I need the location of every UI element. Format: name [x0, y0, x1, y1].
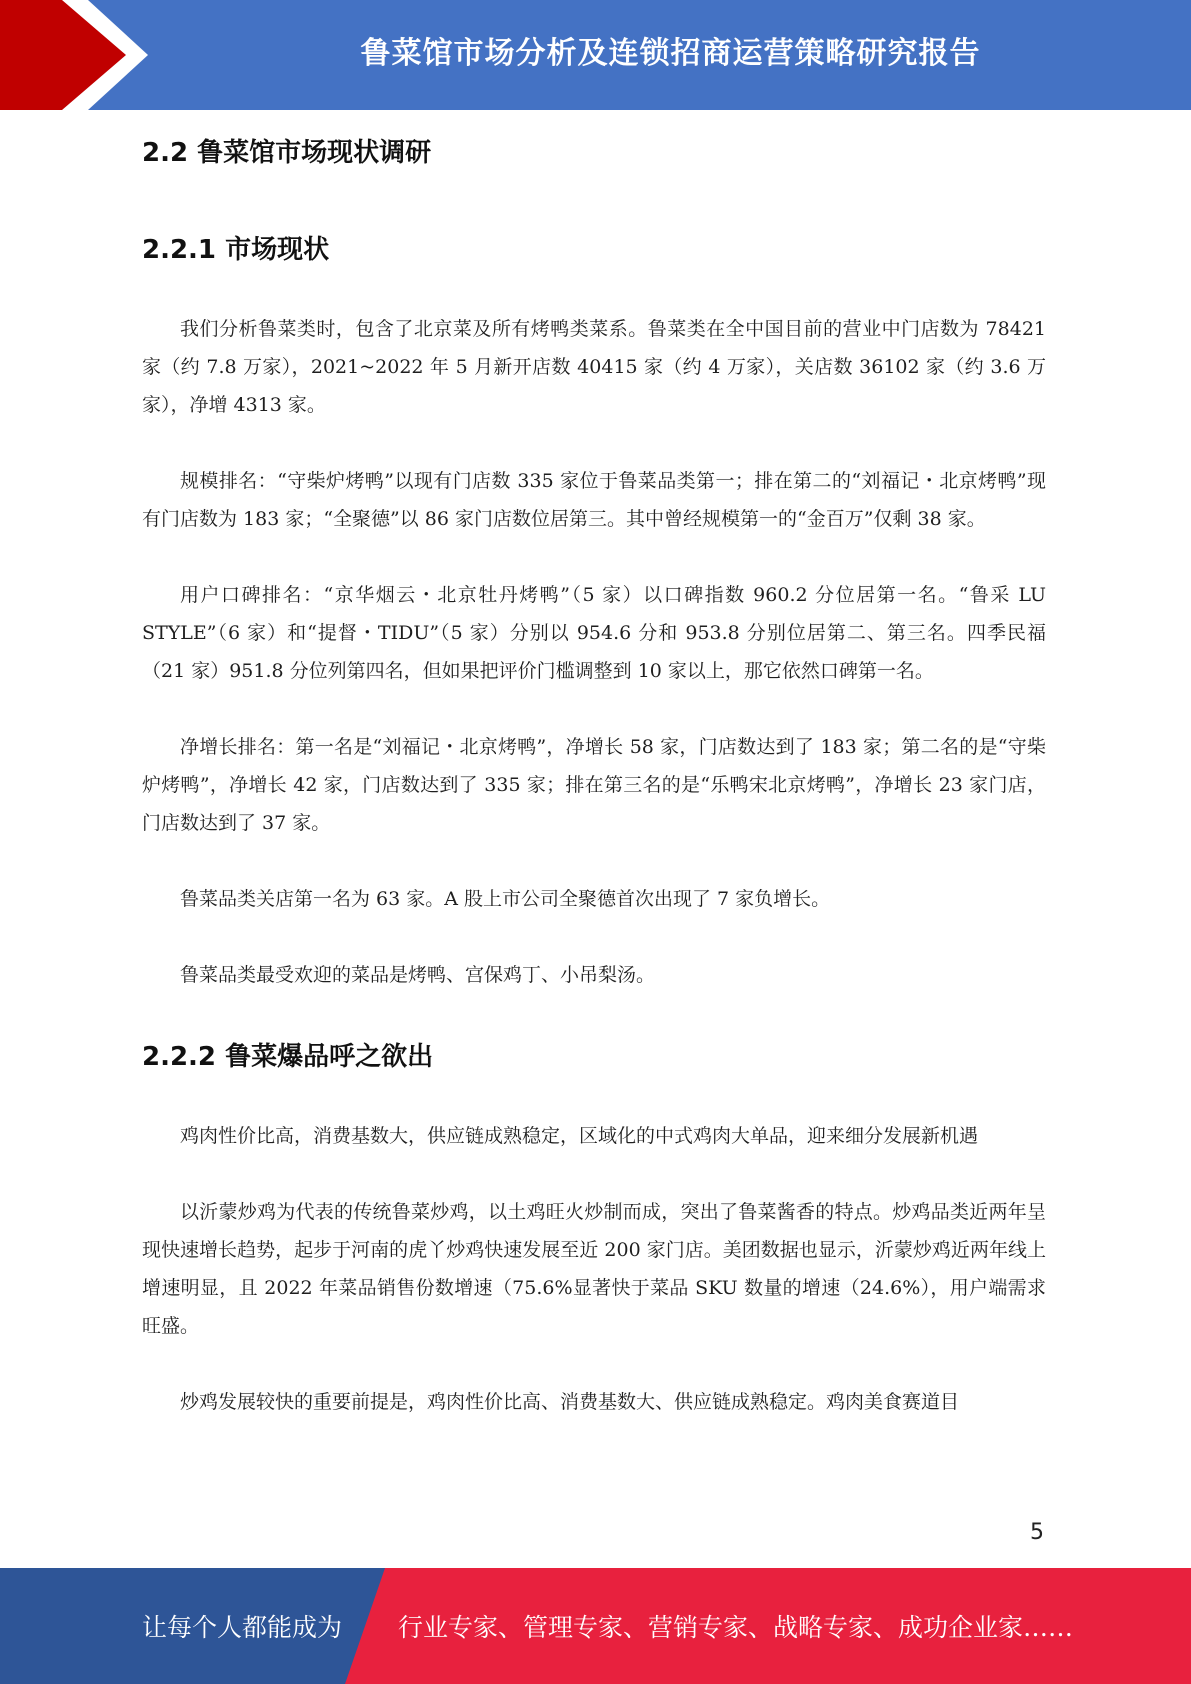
page-number: 5: [1030, 1520, 1044, 1545]
page-header: [0, 0, 1191, 110]
paragraph: 用户口碑排名：“京华烟云・北京牡丹烤鸭”（5 家）以口碑指数 960.2 分位居第一名。“鲁采 LU STYLE”（6 家）和“提督・TIDU”（5 家）分别以 954.6 分和 953.8 分别位居第二、第三名。四季民福（21 家）951.8 分位列第四名，但如果把评价门槛调整到 10 家以上，那它依然口碑第一名。: [142, 584, 1046, 682]
subsection-heading-hit-products: 2.2.2 鲁菜爆品呼之欲出: [142, 1042, 434, 1072]
page-content: [142, 120, 1046, 1421]
paragraph: 鲁菜品类最受欢迎的菜品是烤鸭、宫保鸡丁、小吊梨汤。: [180, 964, 656, 986]
paragraph: 我们分析鲁菜类时，包含了北京菜及所有烤鸭类菜系。鲁菜类在全中国目前的营业中门店数为 78421 家（约 7.8 万家），2021~2022 年 5 月新开店数 40415 家（约 4 万家），关店数 36102 家（约 3.6 万家），净增 4313 家。: [142, 318, 1046, 416]
subsection-heading-market-status: 2.2.1 市场现状: [142, 235, 330, 265]
paragraph: 净增长排名：第一名是“刘福记・北京烤鸭”，净增长 58 家，门店数达到了 183 家；第二名的是“守柴炉烤鸭”，净增长 42 家，门店数达到了 335 家；排在第三名的是“乐鸭宋北京烤鸭”，净增长 23 家门店，门店数达到了 37 家。: [142, 736, 1046, 834]
paragraph: 鸡肉性价比高，消费基数大，供应链成熟稳定，区域化的中式鸡肉大单品，迎来细分发展新机遇: [180, 1125, 979, 1147]
paragraph: 规模排名：“守柴炉烤鸭”以现有门店数 335 家位于鲁菜品类第一；排在第二的“刘福记・北京烤鸭”现有门店数为 183 家；“全聚德”以 86 家门店数位居第三。其中曾经规模第一的“金百万”仅剩 38 家。: [142, 470, 1046, 530]
paragraph: 以沂蒙炒鸡为代表的传统鲁菜炒鸡，以土鸡旺火炒制而成，突出了鲁菜酱香的特点。炒鸡品类近两年呈现快速增长趋势，起步于河南的虎丫炒鸡快速发展至近 200 家门店。美团数据也显示，沂蒙炒鸡近两年线上增速明显，且 2022 年菜品销售份数增速（75.6%显著快于菜品 SKU 数量的增速（24.6%），用户端需求旺盛。: [142, 1201, 1046, 1337]
paragraph: 炒鸡发展较快的重要前提是，鸡肉性价比高、消费基数大、供应链成熟稳定。鸡肉美食赛道目: [180, 1391, 960, 1413]
paragraph: 鲁菜品类关店第一名为 63 家。A 股上市公司全聚德首次出现了 7 家负增长。: [180, 888, 831, 910]
page-footer: [0, 1568, 1191, 1684]
footer-slogan-right: 行业专家、管理专家、营销专家、战略专家、成功企业家……: [398, 1613, 1074, 1642]
report-title: 鲁菜馆市场分析及连锁招商运营策略研究报告: [360, 36, 981, 71]
section-heading: 2.2 鲁菜馆市场现状调研: [142, 138, 432, 168]
footer-slogan-left: 让每个人都能成为: [142, 1613, 343, 1642]
